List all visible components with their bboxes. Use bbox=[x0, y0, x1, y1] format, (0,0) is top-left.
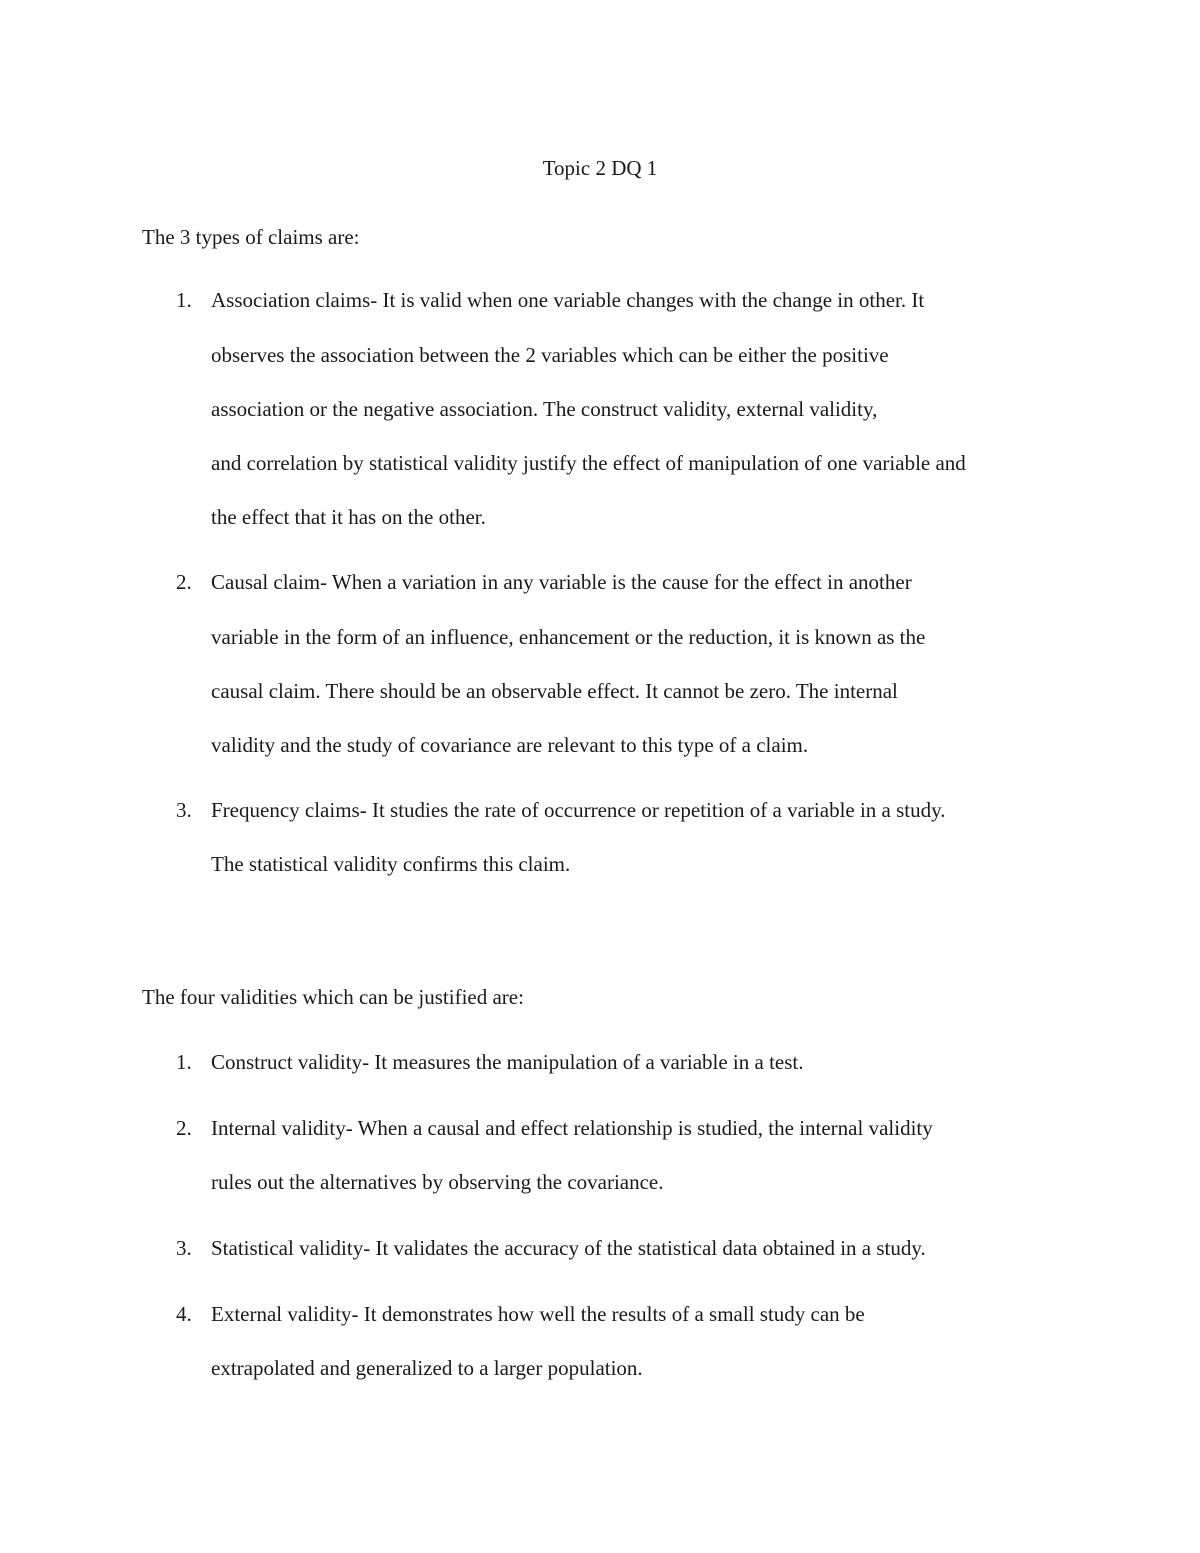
validity-2-line-2: rules out the alternatives by observing the covariance. bbox=[211, 1170, 664, 1194]
claim-1-line-2: observes the association between the 2 variables which can be either the positive bbox=[211, 343, 889, 367]
validity-3-line-1: Statistical validity- It validates the accuracy of the statistical data obtained in a study. bbox=[211, 1236, 926, 1260]
document-title: Topic 2 DQ 1 bbox=[542, 156, 658, 180]
claim-2-line-4: validity and the study of covariance are relevant to this type of a claim. bbox=[211, 733, 809, 757]
validity-4-line-1: External validity- It demonstrates how well the results of a small study can be bbox=[211, 1302, 865, 1326]
claim-2-line-2: variable in the form of an influence, enhancement or the reduction, it is known as the bbox=[211, 625, 926, 649]
claims-intro: The 3 types of claims are: bbox=[142, 225, 360, 249]
claim-3-number: 3. bbox=[176, 798, 192, 822]
validity-2-number: 2. bbox=[176, 1116, 192, 1140]
claim-1-line-5: the effect that it has on the other. bbox=[211, 505, 486, 529]
claim-2-line-1: Causal claim- When a variation in any variable is the cause for the effect in another bbox=[211, 570, 912, 594]
claim-3-line-1: Frequency claims- It studies the rate of occurrence or repetition of a variable in a study. bbox=[211, 798, 946, 822]
claim-2-number: 2. bbox=[176, 570, 192, 594]
claim-1-number: 1. bbox=[176, 288, 192, 312]
claim-3-line-2: The statistical validity confirms this claim. bbox=[211, 852, 571, 876]
claim-2-line-3: causal claim. There should be an observable effect. It cannot be zero. The internal bbox=[211, 679, 898, 703]
validity-1-line-1: Construct validity- It measures the manipulation of a variable in a test. bbox=[211, 1050, 804, 1074]
claim-1-line-4: and correlation by statistical validity justify the effect of manipulation of one variable and bbox=[211, 451, 966, 475]
claim-1-line-1: Association claims- It is valid when one variable changes with the change in other. It bbox=[211, 288, 925, 312]
validity-2-line-1: Internal validity- When a causal and effect relationship is studied, the internal validity bbox=[211, 1116, 933, 1140]
claim-1-line-3: association or the negative association. The construct validity, external validity, bbox=[211, 397, 878, 421]
validity-3-number: 3. bbox=[176, 1236, 192, 1260]
validity-4-number: 4. bbox=[176, 1302, 192, 1326]
validities-intro: The four validities which can be justified are: bbox=[142, 985, 524, 1009]
validity-1-number: 1. bbox=[176, 1050, 192, 1074]
validity-4-line-2: extrapolated and generalized to a larger population. bbox=[211, 1356, 643, 1380]
